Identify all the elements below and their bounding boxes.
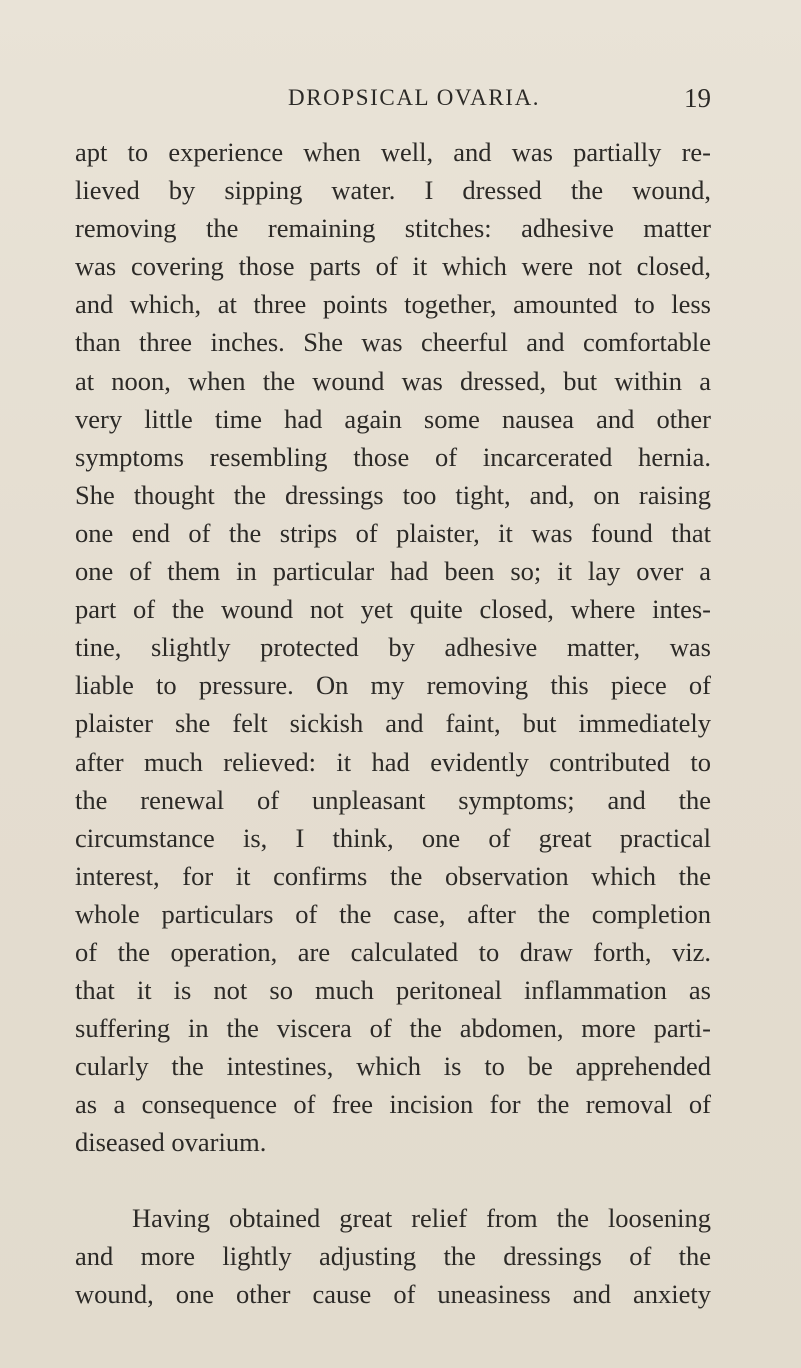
text-line: whole particulars of the case, after the completion xyxy=(75,898,711,929)
text-line: of the operation, are calculated to draw forth, viz. xyxy=(75,936,711,967)
text-line: lieved by sipping water. I dressed the wound, xyxy=(75,175,711,206)
text-line: part of the wound not yet quite closed, where intes- xyxy=(75,594,711,625)
text-line: one end of the strips of plaister, it was found that xyxy=(75,517,711,548)
text-line: liable to pressure. On my removing this piece of xyxy=(75,670,711,701)
text-line: as a consequence of free incision for the removal of xyxy=(75,1089,711,1120)
page-number: 19 xyxy=(684,83,711,113)
paragraph xyxy=(75,133,711,1162)
text-line: the renewal of unpleasant symptoms; and the xyxy=(75,784,711,815)
text-line: wound, one other cause of uneasiness and anxiety xyxy=(75,1278,711,1309)
text-line: circumstance is, I think, one of great practical xyxy=(75,822,711,853)
text-line: after much relieved: it had evidently contributed to xyxy=(75,746,711,777)
text-line: suffering in the viscera of the abdomen, more parti- xyxy=(75,1013,711,1044)
text-line: tine, slightly protected by adhesive matter, was xyxy=(75,632,711,663)
text-line: than three inches. She was cheerful and comfortable xyxy=(75,327,711,358)
text-line: interest, for it confirms the observation which the xyxy=(75,860,711,891)
text-line: very little time had again some nausea and other xyxy=(75,403,711,434)
text-line: and which, at three points together, amounted to less xyxy=(75,289,711,320)
text-line: at noon, when the wound was dressed, but within a xyxy=(75,365,711,396)
text-line: removing the remaining stitches: adhesive matter xyxy=(75,213,711,244)
text-line: cularly the intestines, which is to be apprehended xyxy=(75,1051,711,1082)
text-line: that it is not so much peritoneal inflammation as xyxy=(75,975,711,1006)
text-line: diseased ovarium. xyxy=(75,1127,267,1158)
text-line: apt to experience when well, and was partially re- xyxy=(75,137,711,167)
body-text xyxy=(75,133,711,1313)
text-line: Having obtained great relief from the loosening xyxy=(132,1202,711,1233)
text-line: was covering those parts of it which were not closed, xyxy=(75,251,711,282)
paragraph xyxy=(75,1199,711,1313)
running-head xyxy=(75,78,711,118)
paragraph-gap xyxy=(75,1162,711,1199)
text-line: one of them in particular had been so; it lay over a xyxy=(75,556,711,587)
text-line: and more lightly adjusting the dressings of the xyxy=(75,1240,711,1271)
running-title: DROPSICAL OVARIA. xyxy=(288,85,541,110)
text-line: symptoms resembling those of incarcerated hernia. xyxy=(75,441,711,472)
text-line: She thought the dressings too tight, and, on raising xyxy=(75,479,711,510)
text-line: plaister she felt sickish and faint, but immediately xyxy=(75,708,711,739)
